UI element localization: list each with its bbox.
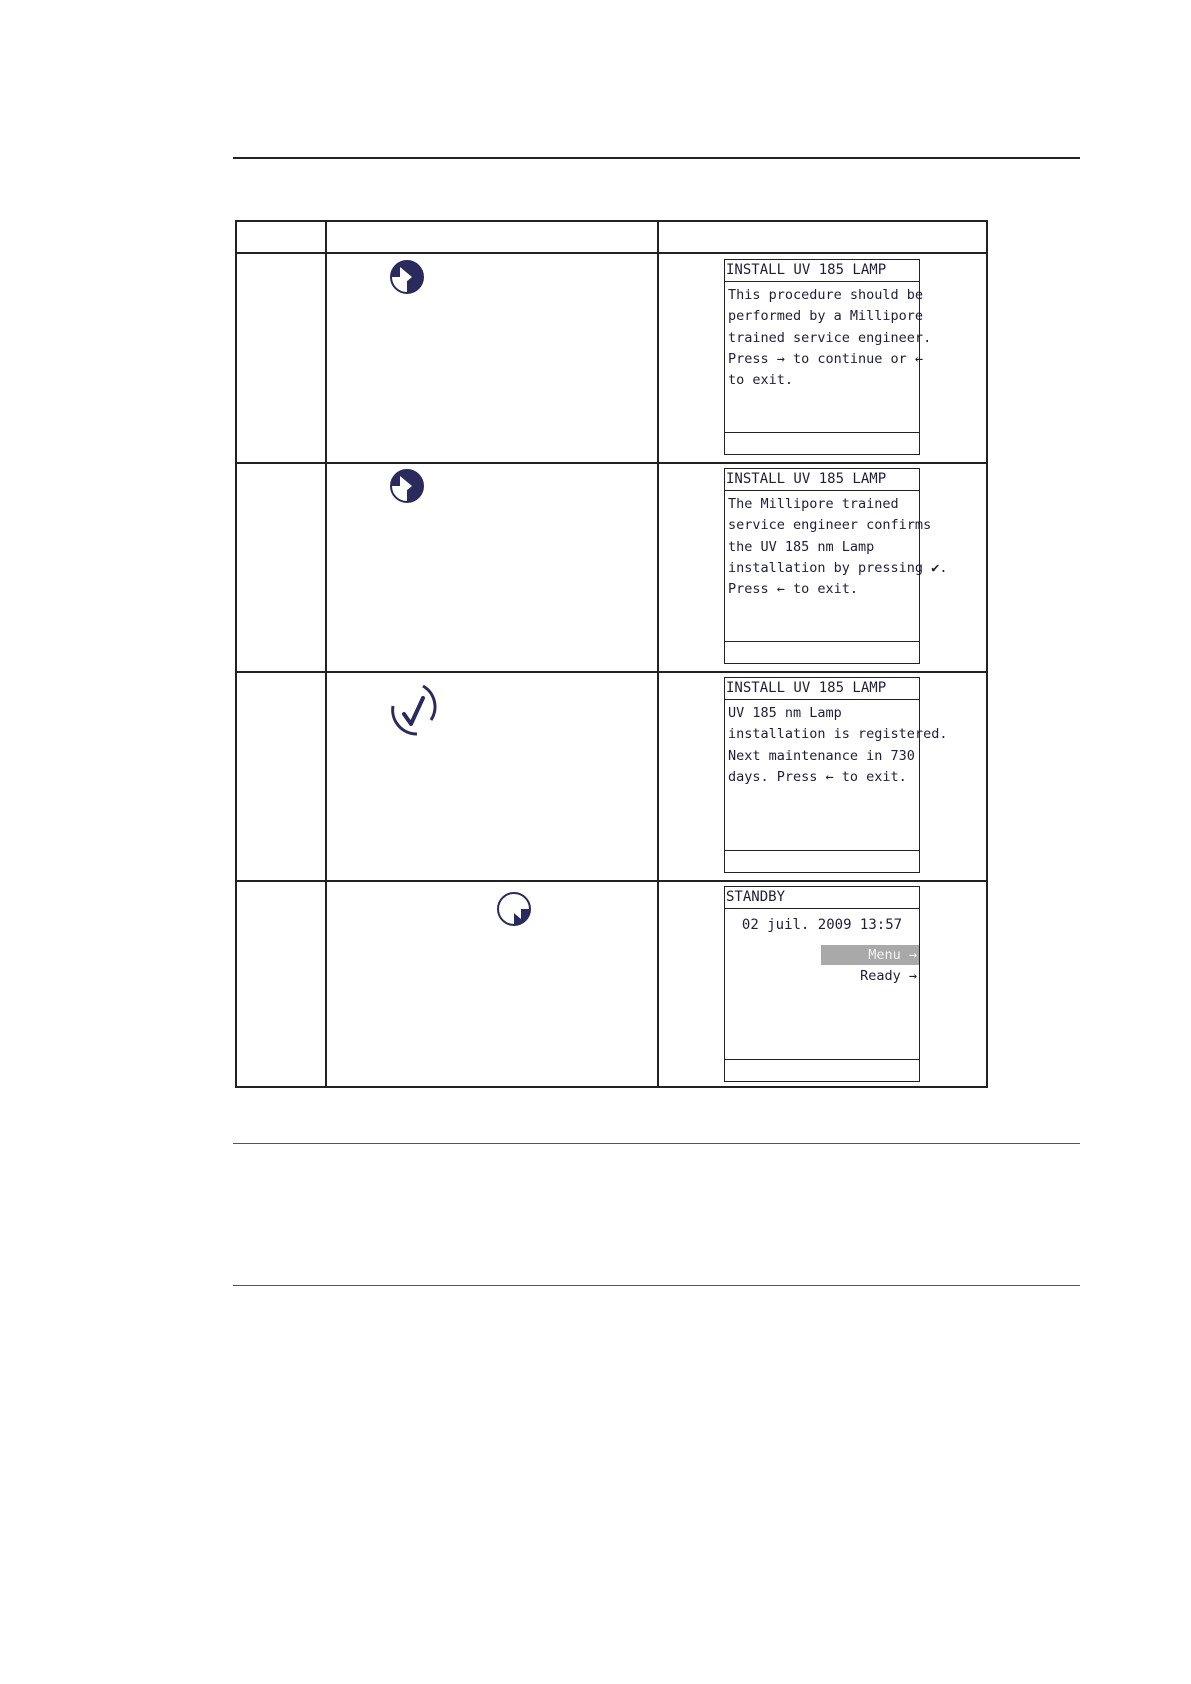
lcd-screen-standby — [724, 886, 920, 1082]
lcd-line: days. Press ← to exit. — [728, 768, 907, 785]
header-row-divider — [235, 252, 988, 254]
lcd-line: The Millipore trained — [728, 496, 899, 512]
lcd-line: the UV 185 nm Lamp — [728, 538, 875, 555]
lcd-line: performed by a Millipore — [728, 308, 924, 325]
header-rule — [233, 157, 1080, 159]
lcd-title: INSTALL UV 185 LAMP — [725, 260, 919, 282]
section-rule — [233, 1143, 1080, 1144]
lcd-footer-bar — [725, 432, 919, 454]
right-arrow-button-icon — [388, 258, 426, 296]
column-divider-2 — [657, 220, 659, 1088]
lcd-screen-install-2 — [724, 468, 948, 664]
lcd-message — [725, 700, 948, 788]
lcd-title: INSTALL UV 185 LAMP — [725, 678, 919, 700]
lcd-menu-item-ready: Ready → — [860, 968, 917, 984]
lcd-line: Next maintenance in 730 — [728, 747, 915, 764]
lcd-line: to exit. — [728, 372, 794, 389]
validate-check-icon — [385, 680, 443, 738]
lcd-line: service engineer confirms — [728, 517, 932, 534]
lcd-line: This procedure should be — [728, 287, 924, 303]
lcd-datetime: 02 juil. 2009 13:57 — [741, 917, 903, 933]
lcd-line: Press → to continue or ← — [728, 350, 924, 367]
lcd-screen-install-1 — [724, 259, 932, 455]
lcd-line: UV 185 nm Lamp — [728, 705, 842, 721]
table-border-right — [986, 220, 988, 1088]
row-divider-1 — [235, 462, 988, 464]
lcd-line: installation by pressing ✔. — [728, 559, 948, 576]
lcd-footer-bar — [725, 641, 919, 663]
section-rule — [233, 1285, 1080, 1286]
lcd-footer-bar — [725, 850, 919, 872]
lcd-message — [725, 491, 948, 600]
lcd-line: Press ← to exit. — [728, 581, 859, 598]
procedure-table — [235, 220, 988, 1088]
column-divider-1 — [325, 220, 327, 1088]
lcd-menu-item-menu: Menu → — [821, 945, 919, 965]
row-divider-3 — [235, 880, 988, 882]
table-border-top — [235, 220, 988, 222]
right-arrow-button-icon — [388, 467, 426, 505]
row-divider-2 — [235, 671, 988, 673]
lcd-screen-install-3 — [724, 677, 948, 873]
table-border-bottom — [235, 1086, 988, 1088]
lcd-message — [725, 282, 932, 391]
lcd-title: INSTALL UV 185 LAMP — [725, 469, 919, 491]
lcd-line: installation is registered. — [728, 726, 948, 743]
lcd-line: trained service engineer. — [728, 329, 932, 346]
lcd-footer-bar — [725, 1059, 919, 1081]
table-border-left — [235, 220, 237, 1088]
left-arrow-button-icon — [495, 890, 533, 928]
lcd-title: STANDBY — [725, 887, 919, 909]
